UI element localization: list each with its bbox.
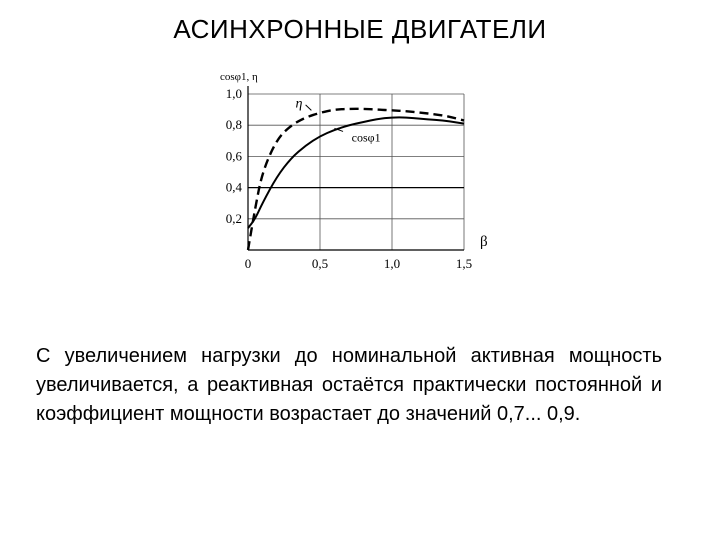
y-tick-label: 0,2	[225, 210, 242, 226]
x-tick-label: 1,5	[455, 256, 473, 271]
efficiency-power-factor-chart	[200, 62, 500, 282]
series-label-eta: η	[295, 96, 303, 112]
y-tick-label: 0,4	[225, 179, 242, 195]
x-tick-label: 1,0	[383, 256, 401, 271]
y-tick-label: 1,0	[225, 86, 242, 101]
series-label-cos: cosφ1	[351, 130, 381, 145]
y-tick-label: 0,6	[225, 148, 242, 164]
x-tick-label: 0,5	[311, 256, 329, 271]
x-tick-label: 0	[244, 256, 252, 271]
y-tick-label: 0,8	[225, 117, 242, 133]
slide-title: АСИНХРОННЫЕ ДВИГАТЕЛИ	[173, 14, 547, 44]
slide-body-text: С увеличением нагрузки до номинальной активная мощность увеличивается, а реактивная остаётся практически постоянной и коэффициент мощности возрастает до значений 0,7... 0,9.	[36, 345, 662, 425]
chart-canvas	[200, 62, 500, 282]
y-axis-label: cosφ1, η	[220, 71, 258, 83]
series-label-eta-leader	[306, 105, 312, 110]
x-axis-label: β	[480, 234, 488, 250]
